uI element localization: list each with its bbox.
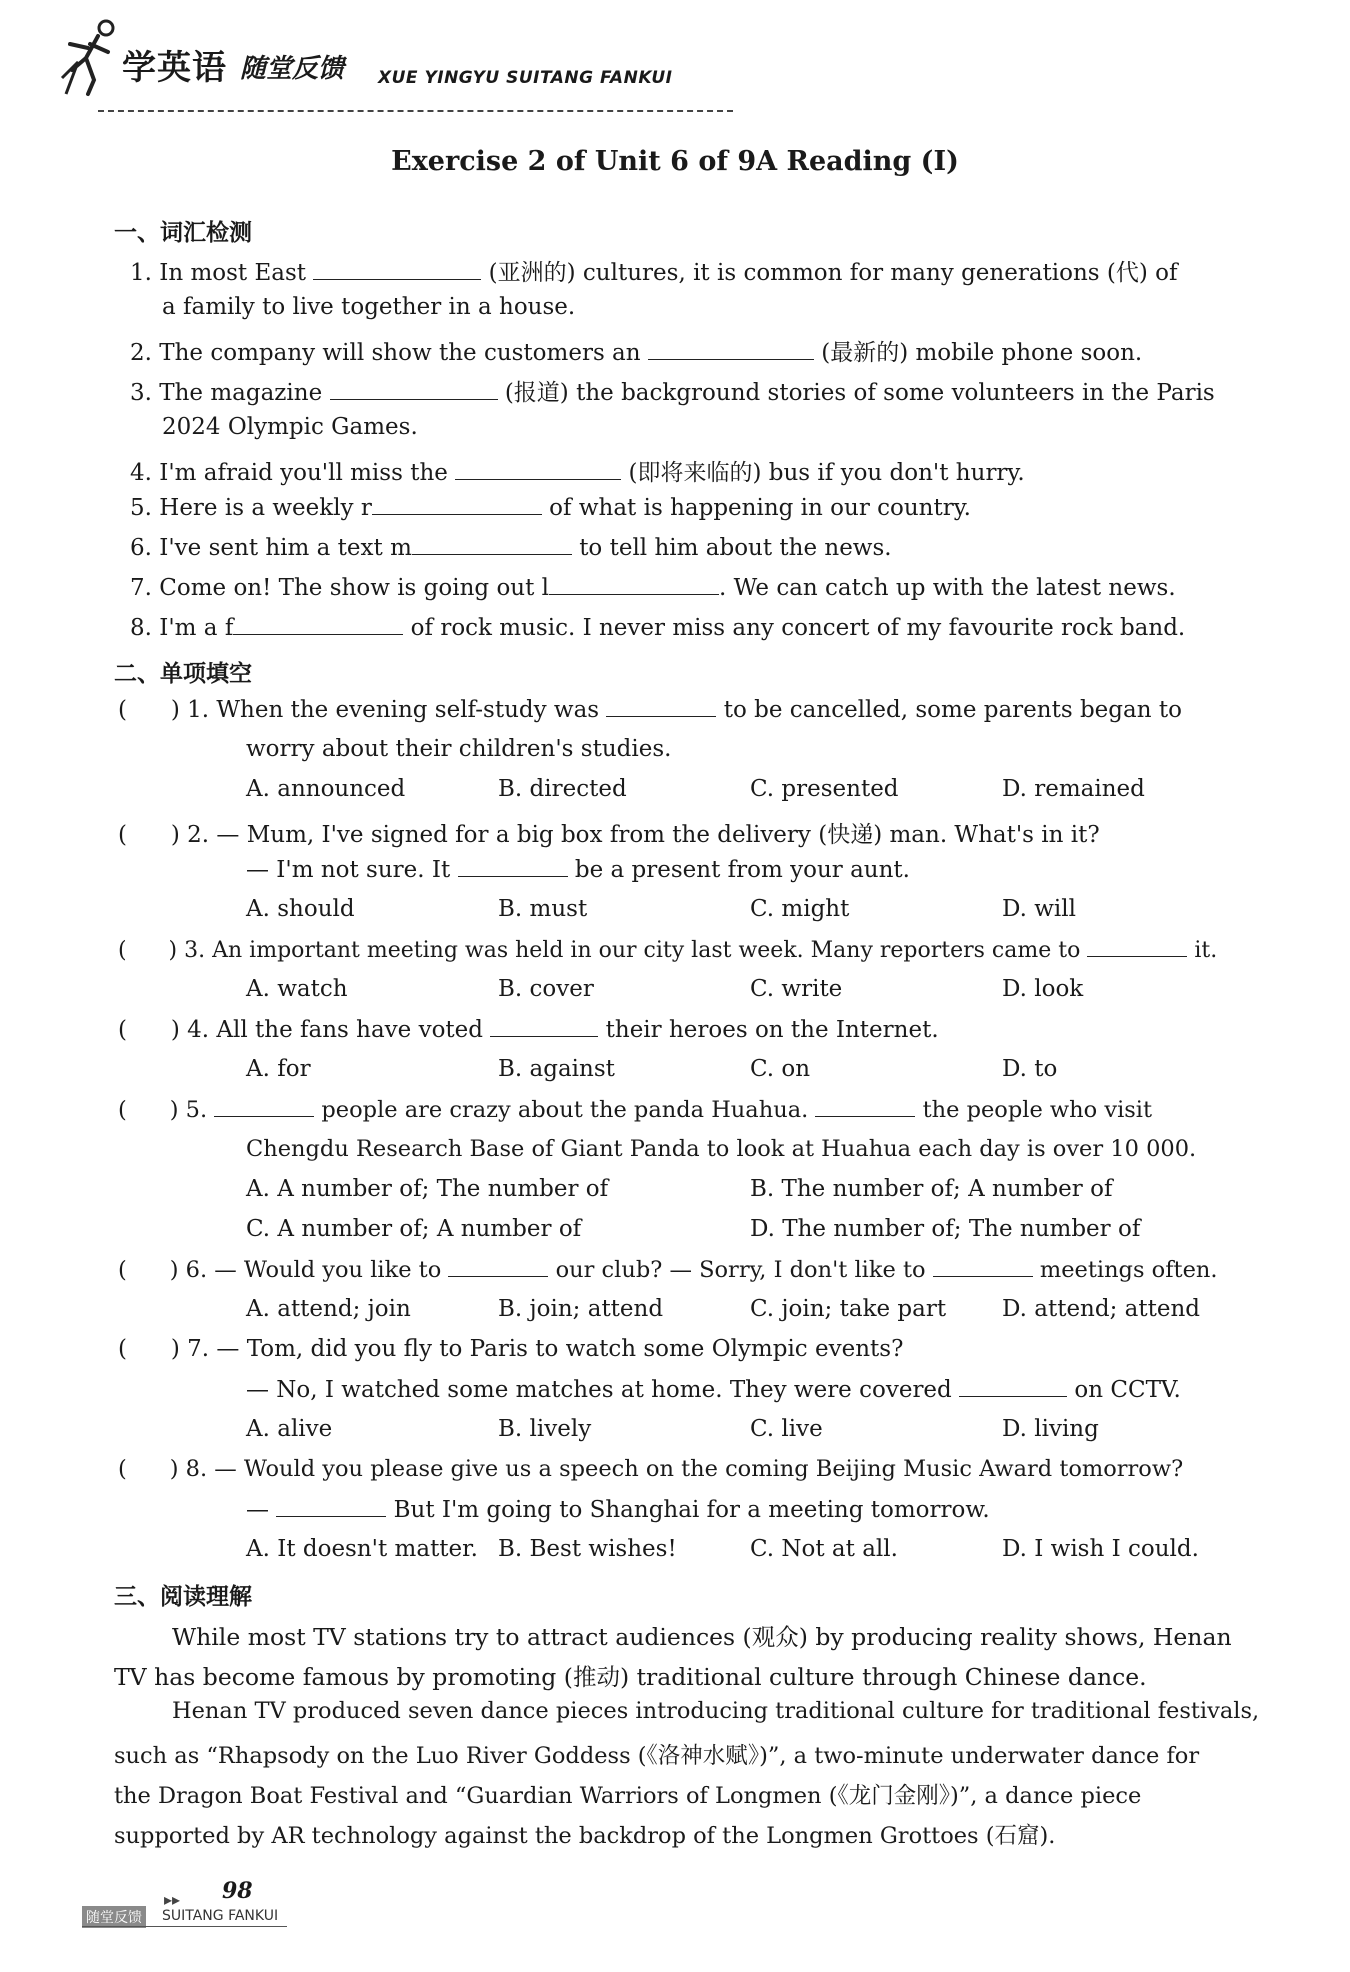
answer-blank[interactable]	[214, 1096, 314, 1117]
header	[58, 18, 678, 98]
choice-q3: ( ) 3. An important meeting was held in our city last week. Many reporters came to it.	[118, 938, 1218, 963]
answer-blank[interactable]	[233, 614, 403, 635]
answer-bracket[interactable]: ( )	[118, 1017, 180, 1043]
choice-q5: ( ) 5. people are crazy about the panda Huahua. the people who visit	[118, 1097, 1153, 1123]
answer-blank[interactable]	[815, 1096, 915, 1117]
answer-blank[interactable]	[606, 696, 716, 717]
choice-q2-cont: — I'm not sure. It be a present from your aunt.	[246, 857, 910, 883]
vocab-item-8: 8. I'm a f of rock music. I never miss any concert of my favourite rock band.	[130, 615, 1186, 641]
answer-blank[interactable]	[313, 259, 481, 280]
header-en-title: XUE YINGYU SUITANG FANKUI	[378, 68, 673, 88]
reading-line-4: such as “Rhapsody on the Luo River Goddess (《洛神水赋》)”, a two-minute underwater dance for	[114, 1743, 1200, 1769]
answer-blank[interactable]	[549, 574, 719, 595]
header-divider	[98, 110, 733, 112]
reading-line-3: Henan TV produced seven dance pieces introducing traditional culture for traditional festivals,	[172, 1698, 1260, 1724]
option-d[interactable]: D. remained	[1002, 776, 1145, 802]
option-a[interactable]: A. watch	[246, 976, 348, 1002]
option-c[interactable]: C. write	[750, 976, 843, 1002]
footer-tag: 随堂反馈	[82, 1906, 146, 1928]
choice-q7: ( ) 7. — Tom, did you fly to Paris to watch some Olympic events?	[118, 1336, 904, 1362]
option-b[interactable]: B. cover	[498, 976, 594, 1002]
choice-q2: ( ) 2. — Mum, I've signed for a big box from the delivery (快递) man. What's in it?	[118, 822, 1100, 848]
answer-blank[interactable]	[933, 1256, 1033, 1277]
vocab-item-3-cont: 2024 Olympic Games.	[162, 414, 418, 440]
reading-line-5: the Dragon Boat Festival and “Guardian Warriors of Longmen (《龙门金刚》)”, a dance piece	[114, 1783, 1142, 1809]
reading-line-6: supported by AR technology against the backdrop of the Longmen Grottoes (石窟).	[114, 1823, 1056, 1849]
footer-divider	[82, 1926, 287, 1927]
section-heading-reading: 三、阅读理解	[114, 1584, 252, 1610]
answer-blank[interactable]	[490, 1016, 598, 1037]
option-a[interactable]: A. announced	[246, 776, 406, 802]
option-a[interactable]: A. A number of; The number of	[246, 1176, 609, 1202]
option-c[interactable]: C. join; take part	[750, 1296, 947, 1322]
option-b[interactable]: B. directed	[498, 776, 627, 802]
runner-logo-icon	[58, 18, 120, 98]
vocab-item-5: 5. Here is a weekly r of what is happening in our country.	[130, 495, 971, 521]
option-c[interactable]: C. live	[750, 1416, 823, 1442]
header-cn-title: 学英语	[122, 48, 227, 88]
answer-blank[interactable]	[959, 1376, 1067, 1397]
answer-bracket[interactable]: ( )	[118, 1257, 179, 1283]
choice-q7-cont: — No, I watched some matches at home. They were covered on CCTV.	[246, 1377, 1181, 1403]
option-a[interactable]: A. for	[246, 1056, 311, 1082]
answer-bracket[interactable]: ( )	[118, 1097, 179, 1123]
option-a[interactable]: A. attend; join	[246, 1296, 411, 1322]
vocab-item-1: 1. In most East (亚洲的) cultures, it is common for many generations (代) of	[130, 260, 1178, 286]
answer-bracket[interactable]: ( )	[118, 697, 180, 723]
option-c[interactable]: C. Not at all.	[750, 1536, 898, 1562]
page-number: 98	[222, 1878, 253, 1904]
choice-q1: ( ) 1. When the evening self-study was to be cancelled, some parents began to	[118, 697, 1182, 723]
option-c[interactable]: C. presented	[750, 776, 899, 802]
option-b[interactable]: B. join; attend	[498, 1296, 664, 1322]
option-b[interactable]: B. Best wishes!	[498, 1536, 677, 1562]
vocab-item-6: 6. I've sent him a text m to tell him about the news.	[130, 535, 892, 561]
choice-q8: ( ) 8. — Would you please give us a speech on the coming Beijing Music Award tomorrow?	[118, 1456, 1184, 1482]
option-b[interactable]: B. The number of; A number of	[750, 1176, 1113, 1202]
option-a[interactable]: A. should	[246, 896, 355, 922]
choice-q6: ( ) 6. — Would you like to our club? — Sorry, I don't like to meetings often.	[118, 1257, 1218, 1283]
vocab-item-4: 4. I'm afraid you'll miss the (即将来临的) bus if you don't hurry.	[130, 460, 1025, 486]
footer-en: SUITANG FANKUI	[162, 1908, 279, 1924]
vocab-item-2: 2. The company will show the customers an (最新的) mobile phone soon.	[130, 340, 1143, 366]
vocab-item-3: 3. The magazine (报道) the background stories of some volunteers in the Paris	[130, 380, 1215, 406]
answer-blank[interactable]	[330, 379, 498, 400]
option-d[interactable]: D. will	[1002, 896, 1076, 922]
answer-bracket[interactable]: ( )	[118, 1336, 180, 1362]
section-heading-multiple-choice: 二、单项填空	[114, 661, 252, 687]
option-d[interactable]: D. I wish I could.	[1002, 1536, 1199, 1562]
option-d[interactable]: D. The number of; The number of	[750, 1216, 1141, 1242]
reading-line-2: TV has become famous by promoting (推动) traditional culture through Chinese dance.	[114, 1663, 1147, 1691]
answer-bracket[interactable]: ( )	[118, 822, 180, 848]
choice-q8-cont: — But I'm going to Shanghai for a meeting tomorrow.	[246, 1497, 990, 1523]
section-heading-vocabulary: 一、词汇检测	[114, 220, 252, 246]
answer-blank[interactable]	[1087, 936, 1187, 957]
answer-bracket[interactable]: ( )	[118, 938, 178, 963]
option-b[interactable]: B. lively	[498, 1416, 592, 1442]
option-a[interactable]: A. alive	[246, 1416, 333, 1442]
option-c[interactable]: C. A number of; A number of	[246, 1216, 582, 1242]
choice-q1-cont: worry about their children's studies.	[246, 736, 672, 762]
option-a[interactable]: A. It doesn't matter.	[246, 1536, 478, 1562]
double-arrow-icon: ▸▸	[164, 1890, 181, 1909]
page-title: Exercise 2 of Unit 6 of 9A Reading (Ⅰ)	[391, 146, 959, 177]
option-c[interactable]: C. on	[750, 1056, 811, 1082]
answer-blank[interactable]	[412, 534, 572, 555]
choice-q4: ( ) 4. All the fans have voted their heroes on the Internet.	[118, 1017, 939, 1043]
choice-q5-cont: Chengdu Research Base of Giant Panda to look at Huahua each day is over 10 000.	[246, 1136, 1197, 1162]
answer-blank[interactable]	[448, 1256, 548, 1277]
option-d[interactable]: D. attend; attend	[1002, 1296, 1200, 1322]
option-b[interactable]: B. against	[498, 1056, 615, 1082]
answer-blank[interactable]	[372, 494, 542, 515]
vocab-item-7: 7. Come on! The show is going out l . We can catch up with the latest news.	[130, 575, 1176, 601]
answer-blank[interactable]	[276, 1496, 386, 1517]
answer-bracket[interactable]: ( )	[118, 1456, 179, 1482]
option-c[interactable]: C. might	[750, 896, 850, 922]
vocab-item-1-cont: a family to live together in a house.	[162, 294, 576, 320]
option-d[interactable]: D. living	[1002, 1416, 1099, 1442]
option-b[interactable]: B. must	[498, 896, 588, 922]
reading-line-1: While most TV stations try to attract audiences (观众) by producing reality shows, Henan	[172, 1623, 1232, 1651]
option-d[interactable]: D. look	[1002, 976, 1084, 1002]
answer-blank[interactable]	[648, 339, 814, 360]
option-d[interactable]: D. to	[1002, 1056, 1058, 1082]
answer-blank[interactable]	[458, 856, 568, 877]
answer-blank[interactable]	[455, 459, 621, 480]
header-cn-subtitle: 随堂反馈	[240, 54, 345, 84]
